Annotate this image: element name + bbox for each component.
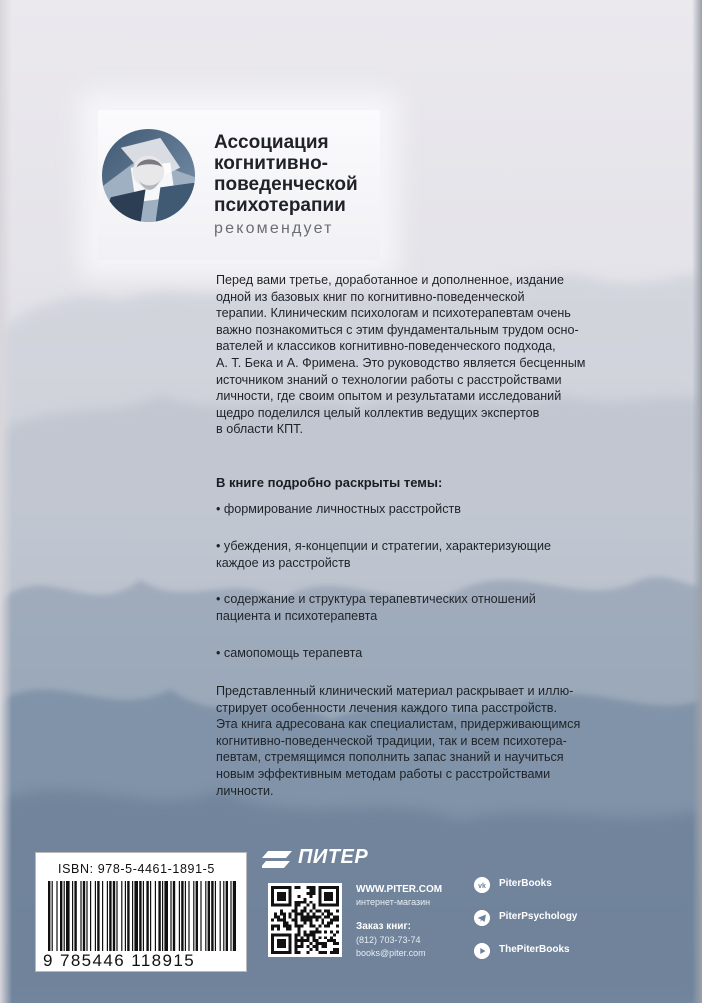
- association-title: [214, 132, 384, 216]
- topic-line: • формирование личностных расстройств: [216, 502, 461, 516]
- svg-text:vk: vk: [478, 883, 486, 890]
- cover-left-edge: [0, 0, 12, 1003]
- outro-line: певтам, стремящимся пополнить запас знаний и научиться: [216, 750, 564, 765]
- intro-line: А. Т. Бека и А. Фримена. Это руководство является бесценным: [216, 355, 586, 370]
- association-title-line: когнитивно-: [214, 153, 329, 174]
- order-books-title: Заказ книг:: [356, 921, 411, 932]
- social-label: ThePiterBooks: [499, 944, 570, 955]
- intro-line: одной из базовых книг по когнитивно-поведенческой: [216, 289, 525, 304]
- topic-bullet: [216, 645, 362, 662]
- topic-line: • убеждения, я-концепции и стратегии, характеризующие: [216, 539, 552, 553]
- isbn-number: ISBN: 978-5-4461-1891-5: [58, 862, 215, 876]
- topic-bullet: [216, 591, 536, 624]
- association-title-line: поведенческой: [214, 174, 358, 195]
- psychotherapist-portrait-logo-icon: [101, 128, 196, 223]
- intro-line: в области КПТ.: [216, 422, 303, 437]
- intro-line: терапии. Клиническим психологам и психотерапевтам очень: [216, 306, 571, 321]
- association-title-line: психотерапии: [214, 195, 346, 216]
- topic-line: • содержание и структура терапевтических отношений: [216, 592, 536, 606]
- topic-line: каждое из расстройств: [216, 555, 351, 570]
- publisher-name: ПИТЕР: [298, 846, 369, 868]
- telegram-icon: [474, 910, 490, 926]
- recommends-label: рекомендует: [214, 220, 334, 237]
- order-phone[interactable]: (812) 703-73-74: [356, 935, 421, 945]
- publisher-website-link[interactable]: WWW.PITER.COM: [356, 884, 443, 895]
- topic-line: • самопомощь терапевта: [216, 646, 363, 660]
- topic-bullet: [216, 501, 461, 518]
- topic-line: пациента и психотерапевта: [216, 608, 378, 623]
- outro-line: стрирует особенности лечения каждого типа расстройств.: [216, 700, 557, 715]
- intro-line: личности, где своим опытом и результатами исследований: [216, 389, 562, 404]
- outro-line: новым эффективным методам работы с расстройствами: [216, 766, 551, 781]
- outro-line: личности.: [216, 783, 274, 798]
- association-recommendation-badge: [98, 110, 380, 260]
- outro-line: Представленный клинический материал раскрывает и иллю-: [216, 684, 574, 698]
- social-label: PiterPsychology: [499, 911, 578, 922]
- qr-code-icon[interactable]: [268, 883, 342, 957]
- isbn-barcode-box: [35, 852, 247, 972]
- publisher-website-caption: интернет-магазин: [356, 897, 431, 907]
- intro-line: важно познакомиться с этим фундаментальным трудом осно-: [216, 322, 579, 337]
- topics-heading: В книге подробно раскрыты темы:: [216, 475, 443, 490]
- cover-right-edge: [692, 0, 702, 1003]
- intro-line: источником знаний о технологии работы с расстройствами: [216, 372, 562, 387]
- outro-line: когнитивно-поведенческой традиции, так и всем психотера-: [216, 733, 567, 748]
- intro-line: щедро поделился целый коллектив ведущих экспертов: [216, 405, 540, 420]
- youtube-icon: [474, 943, 490, 959]
- outro-line: Эта книга адресована как специалистам, придерживающимся: [216, 717, 581, 732]
- barcode-icon: [46, 881, 236, 951]
- order-email-link[interactable]: books@piter.com: [356, 948, 426, 958]
- association-title-line: Ассоциация: [214, 132, 329, 153]
- social-label: PiterBooks: [499, 878, 552, 889]
- vk-icon: [474, 877, 490, 893]
- intro-paragraph: [216, 272, 651, 438]
- outro-paragraph: [216, 683, 651, 799]
- topic-bullet: [216, 538, 551, 571]
- intro-line: вателей и классиков когнитивно-поведенческого подхода,: [216, 339, 556, 354]
- intro-line: Перед вами третье, доработанное и дополненное, издание: [216, 273, 564, 287]
- barcode-digits: 9 785446 118915: [43, 951, 196, 970]
